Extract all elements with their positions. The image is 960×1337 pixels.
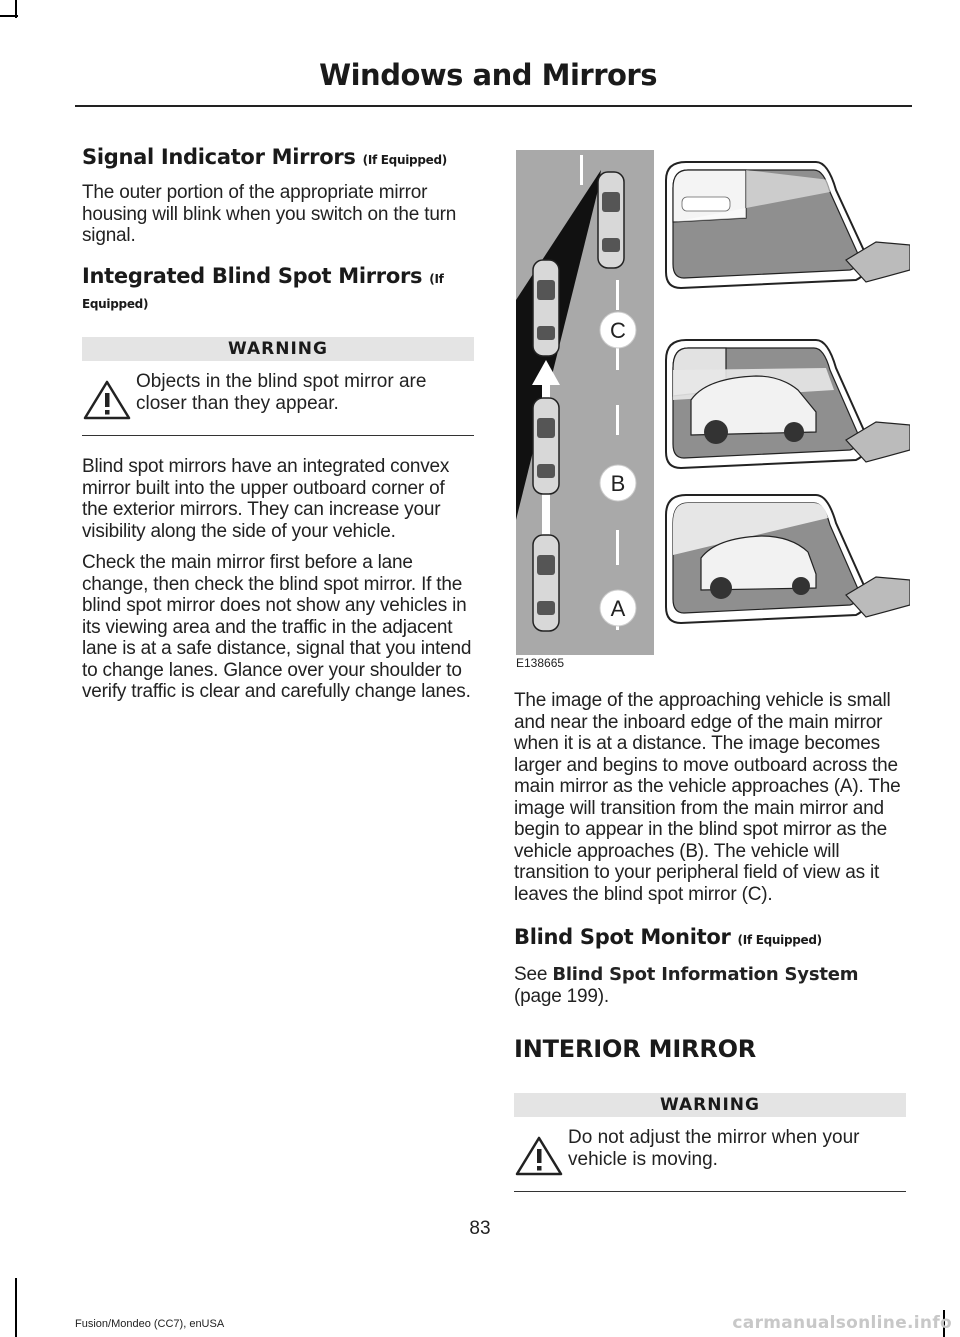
warning-label: WARNING <box>82 337 474 361</box>
warning-box <box>82 337 474 436</box>
svg-text:B: B <box>610 471 626 496</box>
page-reference: (page 199). <box>514 985 609 1007</box>
blind-spot-paragraph-2: Check the main mirror first before a lane change, then check the blind spot mirror. If the blind spot mirror does not show any vehicles in its viewing area and the traffic in the adjacent lane is at a safe distance, signal that you intend to change lanes. Glance over your shoulder to verify traffic is clear and carefully change lanes. <box>82 552 472 703</box>
heading-qualifier: (If Equipped) <box>362 153 447 167</box>
page-number: 83 <box>469 1218 491 1239</box>
warning-body <box>514 1117 906 1192</box>
blind-spot-info-link[interactable]: Blind Spot Information System <box>552 964 859 986</box>
warning-triangle-icon <box>514 1135 564 1177</box>
car-b-upper <box>533 260 559 356</box>
warning-triangle-icon <box>82 379 132 421</box>
car-b <box>533 398 559 494</box>
illustration-code: E138665 <box>516 656 565 670</box>
blind-spot-illustration <box>516 150 910 655</box>
blind-spot-monitor-heading <box>514 925 906 950</box>
interior-mirror-heading: INTERIOR MIRROR <box>514 1035 757 1064</box>
car-a <box>533 535 559 631</box>
svg-text:A: A <box>610 596 626 621</box>
see-reference <box>514 964 906 1007</box>
crop-mark <box>15 1278 17 1337</box>
right-column <box>514 690 906 1192</box>
document-id: Fusion/Mondeo (CC7), enUSA <box>75 1318 225 1330</box>
warning-label: WARNING <box>514 1093 906 1117</box>
warning-text: Do not adjust the mirror when your vehicle is moving. <box>568 1127 860 1170</box>
section-title: Windows and Mirrors <box>319 58 657 92</box>
label-c <box>600 312 636 348</box>
header-rule <box>75 105 912 107</box>
signal-indicator-text: The outer portion of the appropriate mirror housing will blink when you switch on the turn signal. <box>82 182 457 247</box>
mirror-b <box>666 340 910 468</box>
blind-spot-paragraph-1: Blind spot mirrors have an integrated convex mirror built into the upper outboard corner of the exterior mirrors. They can increase your visibility along the side of your vehicle. <box>82 456 450 542</box>
heading-text: Signal Indicator Mirrors <box>82 145 356 169</box>
car-c <box>598 172 624 268</box>
mirror-c <box>666 162 910 288</box>
label-a <box>600 590 636 626</box>
blind-spot-mirrors-heading <box>82 264 474 314</box>
heading-text: Blind Spot Monitor <box>514 925 731 949</box>
mirror-a <box>666 495 910 623</box>
warning-body <box>82 361 474 436</box>
warning-text: Objects in the blind spot mirror are closer than they appear. <box>136 371 427 414</box>
signal-indicator-heading <box>82 145 474 170</box>
svg-text:C: C <box>610 318 626 343</box>
heading-qualifier: (If Equipped) <box>82 271 444 311</box>
left-column <box>82 145 474 703</box>
warning-box <box>514 1093 906 1192</box>
heading-qualifier: (If Equipped) <box>737 933 822 947</box>
heading-text: Integrated Blind Spot Mirrors <box>82 263 423 288</box>
see-prefix: See <box>514 964 548 986</box>
watermark: carmanualsonline.info <box>732 1313 952 1333</box>
label-b <box>600 465 636 501</box>
crop-mark <box>0 15 18 17</box>
approaching-vehicle-paragraph: The image of the approaching vehicle is small and near the inboard edge of the main mirror when it is at a distance. The image becomes larger and begins to move outboard across the main mirror as the vehicle approaches (A). The image will transition from the main mirror and begin to appear in the blind spot mirror as the vehicle approaches (B). The vehicle will transition to your peripheral field of view as it leaves the blind spot mirror (C). <box>514 690 901 905</box>
